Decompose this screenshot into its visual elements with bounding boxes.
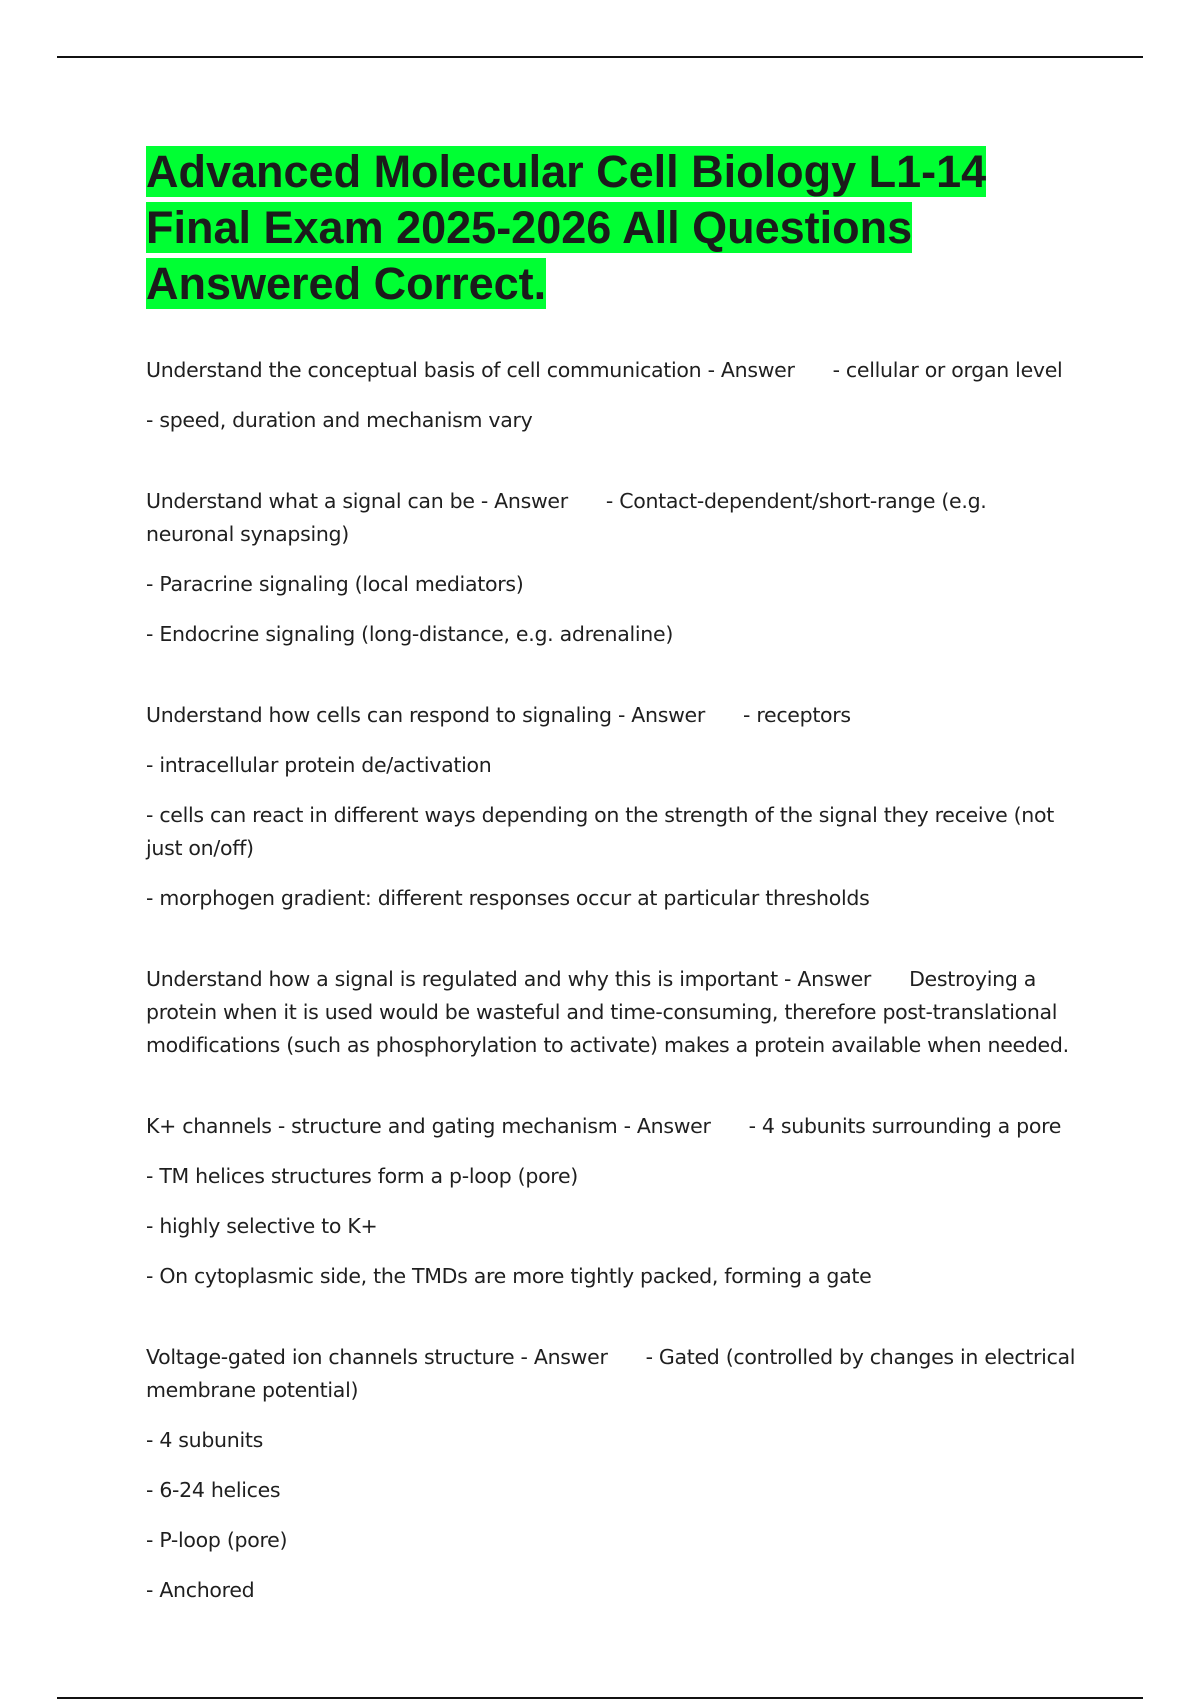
question-text: Voltage-gated ion channels structure - Answer bbox=[146, 1345, 608, 1369]
question-text: Understand how cells can respond to signaling - Answer bbox=[146, 703, 706, 727]
title-highlight: Advanced Molecular Cell Biology L1-14 Final Exam 2025-2026 All Questions Answered Correct. bbox=[146, 146, 987, 309]
answer-text: - 4 subunits surrounding a pore bbox=[748, 1114, 1062, 1138]
answer-line: - 4 subunits bbox=[146, 1428, 263, 1452]
answer-line: - Anchored bbox=[146, 1578, 255, 1602]
answer-line: - Paracrine signaling (local mediators) bbox=[146, 572, 524, 596]
answer-text: - Gated (controlled by changes in electrical membrane potential) bbox=[146, 1345, 1076, 1402]
question-text: Understand the conceptual basis of cell communication - Answer bbox=[146, 358, 795, 382]
qa-first-line bbox=[146, 699, 1076, 732]
answer-line: - speed, duration and mechanism vary bbox=[146, 408, 533, 432]
answer-line: - cells can react in different ways depending on the strength of the signal they receive (not just on/off) bbox=[146, 803, 1054, 860]
answer-line: - morphogen gradient: different responses occur at particular thresholds bbox=[146, 886, 870, 910]
qa-item bbox=[146, 354, 1076, 437]
document-title bbox=[146, 144, 1076, 312]
qa-first-line bbox=[146, 354, 1076, 387]
qa-item bbox=[146, 963, 1076, 1062]
answer-line: - 6-24 helices bbox=[146, 1478, 281, 1502]
qa-first-line bbox=[146, 963, 1076, 1062]
header-rule bbox=[57, 56, 1143, 58]
qa-item bbox=[146, 1110, 1076, 1293]
qa-first-line bbox=[146, 485, 1076, 551]
answer-line: - P-loop (pore) bbox=[146, 1528, 288, 1552]
answer-text: - Contact-dependent/short-range (e.g. neuronal synapsing) bbox=[146, 489, 987, 546]
question-text: K+ channels - structure and gating mechanism - Answer bbox=[146, 1114, 711, 1138]
answer-text: - receptors bbox=[743, 703, 851, 727]
answer-line: - highly selective to K+ bbox=[146, 1214, 378, 1238]
answer-line: - On cytoplasmic side, the TMDs are more tightly packed, forming a gate bbox=[146, 1264, 872, 1288]
answer-line: - intracellular protein de/activation bbox=[146, 753, 492, 777]
qa-item bbox=[146, 699, 1076, 915]
qa-item bbox=[146, 1341, 1076, 1607]
qa-first-line bbox=[146, 1110, 1076, 1143]
answer-text: - cellular or organ level bbox=[832, 358, 1063, 382]
qa-item bbox=[146, 485, 1076, 651]
answer-text: Destroying a protein when it is used would be wasteful and time-consuming, therefore post-translational modifications (such as phosphorylation to activate) makes a protein available when needed. bbox=[146, 967, 1069, 1057]
answer-line: - TM helices structures form a p-loop (pore) bbox=[146, 1164, 578, 1188]
document-body bbox=[146, 144, 1076, 1655]
question-text: Understand what a signal can be - Answer bbox=[146, 489, 568, 513]
footer-rule bbox=[57, 1697, 1143, 1699]
qa-first-line bbox=[146, 1341, 1076, 1407]
answer-line: - Endocrine signaling (long-distance, e.g. adrenaline) bbox=[146, 622, 674, 646]
question-text: Understand how a signal is regulated and why this is important - Answer bbox=[146, 967, 872, 991]
